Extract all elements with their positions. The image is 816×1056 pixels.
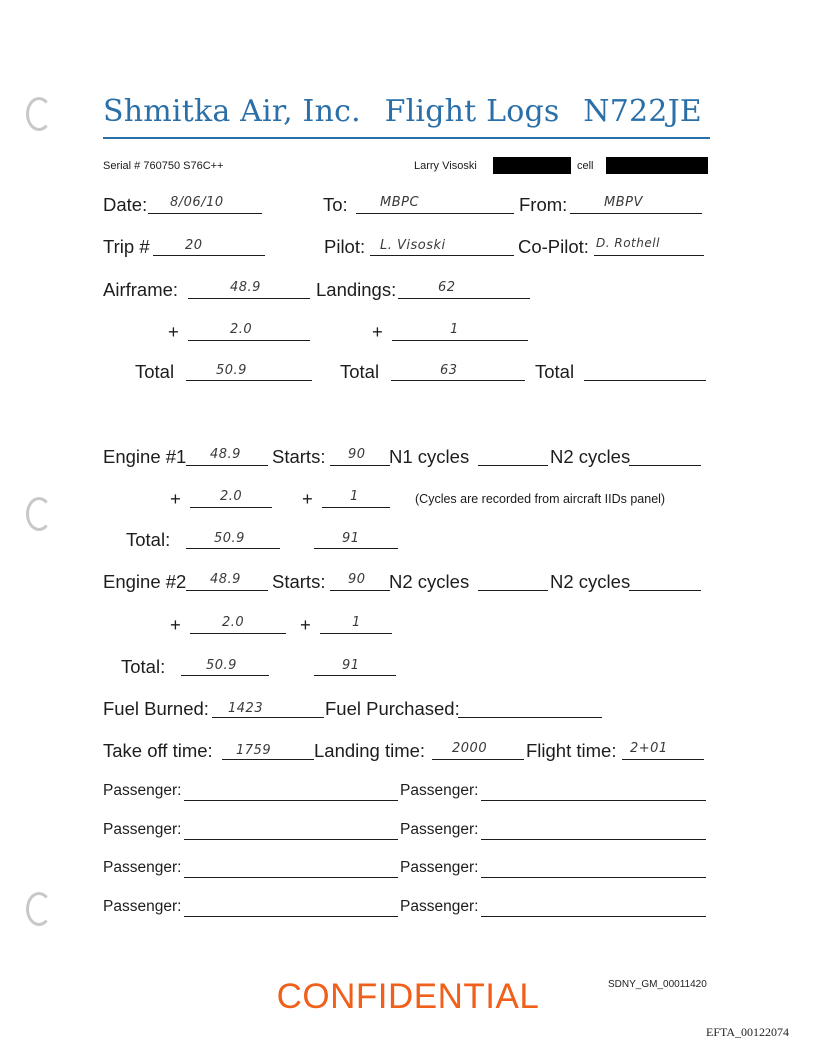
engine1-starts-label: Starts: <box>272 446 326 467</box>
plus-sign: + <box>372 321 383 342</box>
fuel-burned-label: Fuel Burned: <box>103 698 209 719</box>
engine1-hours-add-value: 2.0 <box>220 489 243 504</box>
fuel-burned-value: 1423 <box>228 701 264 716</box>
airframe-total-value: 50.9 <box>216 363 247 378</box>
engine2-hours-add-value: 2.0 <box>222 615 245 630</box>
engine2-starts-total-value: 91 <box>342 658 360 673</box>
passenger-field[interactable] <box>184 781 398 801</box>
passenger-label: Passenger: <box>103 782 182 799</box>
engine1-hours-value: 48.9 <box>210 447 241 462</box>
flight-time-label: Flight time: <box>526 740 617 761</box>
takeoff-value: 1759 <box>236 743 272 758</box>
engine1-starts-add-value: 1 <box>350 489 359 504</box>
pilot-value: L. Visoski <box>380 238 446 253</box>
engine1-n1-label: N1 cycles <box>389 446 470 467</box>
landings-label: Landings: <box>316 279 397 300</box>
copilot-label: Co-Pilot: <box>518 236 589 257</box>
engine1-label: Engine #1 <box>103 446 187 467</box>
company-name: Shmitka Air, Inc. <box>103 94 361 129</box>
passenger-field[interactable] <box>184 820 398 840</box>
binder-hole <box>26 892 52 926</box>
confidential-stamp: CONFIDENTIAL <box>276 977 540 1016</box>
flight-time-value: 2+01 <box>630 741 668 756</box>
document-type: Flight Logs <box>384 94 560 129</box>
passenger-field[interactable] <box>481 820 706 840</box>
engine1-starts-total-value: 91 <box>342 531 360 546</box>
fuel-purchased-field[interactable] <box>458 698 602 718</box>
passenger-field[interactable] <box>481 897 706 917</box>
engine2-n1-field[interactable] <box>478 571 548 591</box>
from-value: MBPV <box>604 195 643 210</box>
landings-add-field[interactable] <box>392 321 528 341</box>
engine2-hours-value: 48.9 <box>210 572 241 587</box>
passenger-label: Passenger: <box>103 859 182 876</box>
bates-number: SDNY_GM_00011420 <box>608 979 707 990</box>
passenger-field[interactable] <box>184 858 398 878</box>
engine1-total-label: Total: <box>126 529 171 550</box>
passenger-label: Passenger: <box>400 821 479 838</box>
total-label: Total <box>340 361 380 382</box>
engine2-hours-total-value: 50.9 <box>206 658 237 673</box>
from-label: From: <box>519 194 568 215</box>
passenger-label: Passenger: <box>103 821 182 838</box>
engine2-label: Engine #2 <box>103 571 187 592</box>
fuel-purchased-label: Fuel Purchased: <box>325 698 460 719</box>
landings-add-value: 1 <box>450 322 459 337</box>
engine2-n2-field[interactable] <box>629 571 701 591</box>
cycles-note: (Cycles are recorded from aircraft IIDs panel) <box>415 492 666 506</box>
binder-hole <box>26 97 52 131</box>
pilot-label: Pilot: <box>324 236 366 257</box>
passenger-label: Passenger: <box>103 898 182 915</box>
passenger-label: Passenger: <box>400 898 479 915</box>
redaction-bar <box>606 157 708 174</box>
to-value: MBPC <box>380 195 420 210</box>
airframe-total-field[interactable] <box>186 361 312 381</box>
to-label: To: <box>323 194 348 215</box>
trip-field[interactable] <box>153 236 265 256</box>
cell-label: cell <box>577 160 594 172</box>
engine1-hours-total-value: 50.9 <box>214 531 245 546</box>
engine2-starts-label: Starts: <box>272 571 326 592</box>
passenger-label: Passenger: <box>400 859 479 876</box>
trip-value: 20 <box>185 238 203 253</box>
copilot-value: D. Rothell <box>596 236 660 250</box>
airframe-value: 48.9 <box>230 280 261 295</box>
serial-number: Serial # 760750 S76C++ <box>103 160 224 172</box>
plus-sign: + <box>168 321 179 342</box>
total-label: Total <box>135 361 175 382</box>
title-rule <box>103 137 710 139</box>
engine1-starts-value: 90 <box>348 447 366 462</box>
engine1-n2-label: N2 cycles <box>550 446 631 467</box>
takeoff-label: Take off time: <box>103 740 213 761</box>
passenger-field[interactable] <box>184 897 398 917</box>
total-label: Total <box>535 361 575 382</box>
engine2-starts-value: 90 <box>348 572 366 587</box>
trip-label: Trip # <box>103 236 150 257</box>
date-value: 8/06/10 <box>170 195 224 210</box>
contact-name: Larry Visoski <box>414 160 477 172</box>
airframe-label: Airframe: <box>103 279 179 300</box>
passenger-label: Passenger: <box>400 782 479 799</box>
engine1-n1-field[interactable] <box>478 446 548 466</box>
tail-number: N722JE <box>583 94 702 129</box>
redaction-bar <box>493 157 571 174</box>
landings-field[interactable] <box>398 279 530 299</box>
binder-hole <box>26 497 52 531</box>
engine2-n1-label: N2 cycles <box>389 571 470 592</box>
date-label: Date: <box>103 194 148 215</box>
passenger-field[interactable] <box>481 858 706 878</box>
landings-value: 62 <box>438 280 456 295</box>
plus-sign: + <box>170 488 181 509</box>
engine2-total-label: Total: <box>121 656 166 677</box>
third-total-field[interactable] <box>584 361 706 381</box>
landing-time-label: Landing time: <box>314 740 426 761</box>
landings-total-field[interactable] <box>391 361 525 381</box>
engine2-starts-add-value: 1 <box>352 615 361 630</box>
landing-time-value: 2000 <box>452 741 488 756</box>
engine1-n2-field[interactable] <box>629 446 701 466</box>
passenger-field[interactable] <box>481 781 706 801</box>
plus-sign: + <box>300 614 311 635</box>
engine2-n2-label: N2 cycles <box>550 571 631 592</box>
plus-sign: + <box>302 488 313 509</box>
plus-sign: + <box>170 614 181 635</box>
landings-total-value: 63 <box>440 363 458 378</box>
efta-number: EFTA_00122074 <box>706 1025 790 1039</box>
page-title <box>103 94 716 129</box>
airframe-add-value: 2.0 <box>230 322 253 337</box>
